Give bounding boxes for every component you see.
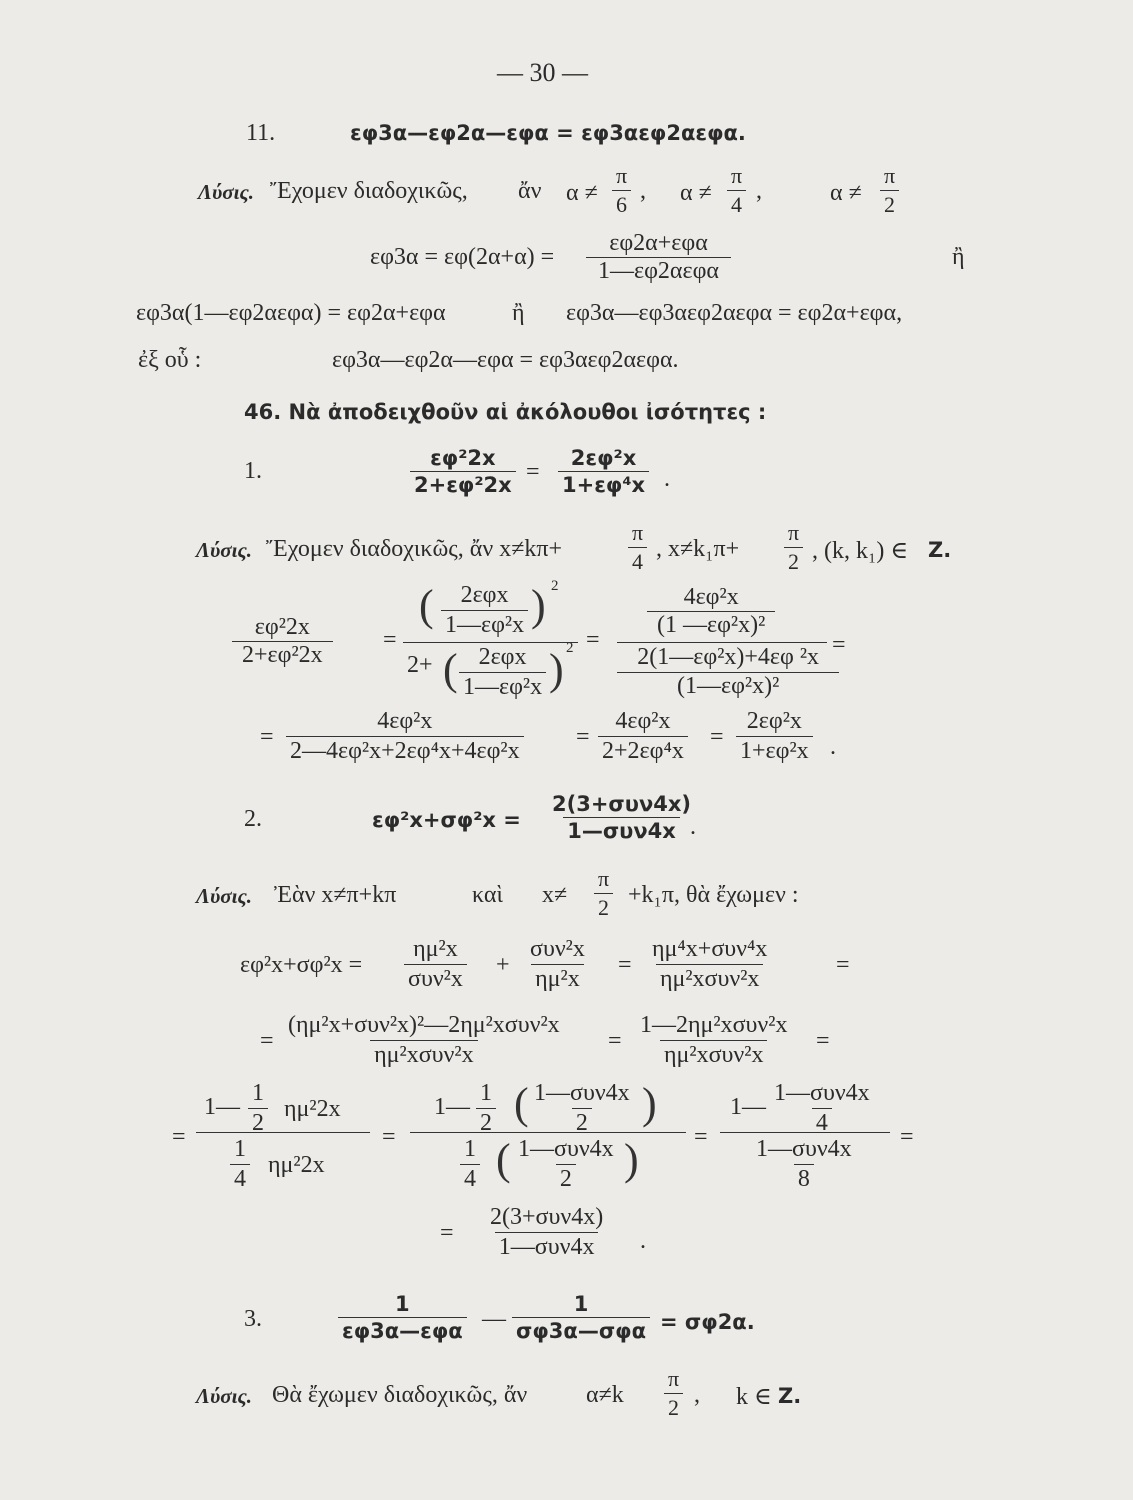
trig-row1-left: εφ²x+σφ²x = (240, 952, 363, 978)
ex-ou: ἐξ οὗ : (138, 347, 202, 373)
comma: , (756, 178, 762, 204)
item1-fraction-left: $\frac{\text{εφ²2x}}{\text{2+εφ²2x}}$ (410, 446, 516, 497)
condition-set: k ∈ (736, 1384, 772, 1410)
item2-left: εφ²x+σφ²x = (372, 808, 521, 832)
quarter: $\frac{1}{4}$ (230, 1136, 250, 1193)
equation-1-left: εφ3α = εφ(2α+α) = (370, 244, 555, 270)
problem-statement: εφ3α—εφ2α—εφα = εφ3αεφ2αεφα. (350, 121, 746, 145)
item-number: 2. (244, 806, 262, 832)
page-number: — 30 — (497, 58, 588, 87)
condition-set: , (k, k₁) ∈ (812, 538, 909, 564)
minus: — (482, 1306, 506, 1332)
condition-text: Θὰ ἔχωμεν διαδοχικῶς, ἄν (272, 1382, 528, 1408)
fraction-row2-a: $\frac{\text{4εφ²x}}{\text{2—4εφ²x+2εφ⁴x+4εφ²x}}$ (286, 708, 524, 765)
solution-label: Λύσις. (196, 884, 253, 908)
word-h: ἢ (512, 300, 525, 326)
fraction-pi-2: $\frac{\pi}{2}$ (880, 163, 899, 218)
item3-right: = σφ2α. (660, 1310, 755, 1334)
result-fraction: 2(3+συν4x) 1—συν4x (490, 1204, 604, 1260)
period: . (690, 814, 696, 840)
inner-fraction: 1—συν4x 2 (518, 1136, 614, 1192)
equals: = (440, 1220, 454, 1246)
equals: = (260, 1028, 274, 1054)
equals: = (618, 952, 632, 978)
comma: , (640, 178, 646, 204)
condition-text: +k₁π, θὰ ἔχωμεν : (628, 882, 799, 908)
two-plus: 2+ (407, 652, 433, 678)
compound-fraction-a (196, 1080, 370, 1190)
item1-fraction-right: $\frac{\text{2εφ²x}}{\text{1+εφ⁴x}}$ (558, 446, 649, 497)
compound-fraction-c (720, 1080, 890, 1190)
upper-fraction: $\frac{\text{4εφ²x}}{\text{(1 —εφ²x)²}}$ (647, 584, 775, 639)
compound-fraction-b: 1— $\frac{1}{2}$ ( 1—συν4x 2 ) $\frac{1}{4}$ ( 1—συν4x 2 ) (410, 1080, 686, 1190)
fraction-row2-c: $\frac{\text{2εφ²x}}{\text{1+εφ²x}}$ (736, 708, 813, 765)
equals: = (526, 459, 540, 485)
equals: = (710, 724, 724, 750)
fraction-pi-2: $\frac{\pi}{2}$ (664, 1366, 683, 1421)
inner-fraction: 1—συν4x 2 (534, 1080, 630, 1136)
fraction-pi-4: $\frac{\pi}{4}$ (727, 163, 746, 218)
problem-number: 11. (246, 120, 276, 146)
inner-fraction: 2εφx 1—εφ²x (441, 582, 528, 639)
equation-2-right: εφ3α—εφ3αεφ2αεφα = εφ2α+εφα, (566, 300, 903, 326)
fraction-pi-2: $\frac{\pi}{2}$ (784, 520, 803, 575)
equals: = (608, 1028, 622, 1054)
condition-alpha: α ≠ (680, 180, 712, 206)
item3-fraction-b: 1 σφ3α—σφα (512, 1292, 650, 1343)
inner-fraction: 1—συν4x 4 (774, 1080, 870, 1136)
item2-fraction: 2(3+συν4x) 1—συν4x (552, 792, 692, 843)
equals: = (260, 724, 274, 750)
solution-label: Λύσις. (198, 180, 255, 204)
period: . (664, 466, 670, 492)
fraction-row2-b: $\frac{\text{4εφ²x}}{\text{2+2εφ⁴x}}$ (598, 708, 688, 765)
equation-2-left: εφ3α(1—εφ2αεφα) = εφ2α+εφα (136, 300, 446, 326)
exponent: 2 (566, 640, 574, 656)
condition-text: Ἔχομεν διαδοχικῶς, ἄν x≠kπ+ (266, 536, 563, 562)
equals: = (832, 632, 846, 658)
fraction-trig-c: ημ⁴x+συν⁴x ημ²xσυν²x (652, 936, 768, 992)
equals: = (694, 1124, 708, 1150)
item-number: 3. (244, 1306, 262, 1332)
equals: = (836, 952, 850, 978)
set-Z: Z. (778, 1384, 802, 1408)
section-heading: 46. Νὰ ἀποδειχθοῦν αἱ ἀκόλουθοι ἰσότητες : (244, 400, 767, 424)
inner-fraction: 2εφx 1—εφ²x (459, 644, 546, 701)
half: $\frac{1}{2}$ (476, 1080, 496, 1137)
equation-3: εφ3α—εφ2α—εφα = εφ3αεφ2αεφα. (332, 347, 679, 373)
condition-alpha: α ≠ (830, 180, 862, 206)
period: . (830, 734, 836, 760)
condition-text: x≠ (542, 882, 568, 908)
condition-alpha: α ≠ (566, 180, 598, 206)
eta-2x: ημ²2x (268, 1152, 325, 1178)
equals: = (586, 627, 600, 653)
item3-fraction-a: 1 εφ3α—εφα (338, 1292, 467, 1343)
fraction-trig-d: (ημ²x+συν²x)²—2ημ²xσυν²x ημ²xσυν²x (288, 1012, 560, 1068)
one-minus: 1— (434, 1094, 470, 1120)
fraction-trig-e: 1—2ημ²xσυν²x ημ²xσυν²x (640, 1012, 788, 1068)
fraction-trig-a: ημ²x συν²x (404, 936, 467, 993)
compound-fraction: ( 2εφx 1—εφ²x ) 2 2+ ( 2εφx 1—εφ²x ) 2 (403, 582, 578, 702)
word-h: ἢ (952, 244, 965, 270)
equals: = (382, 1124, 396, 1150)
equals: = (576, 724, 590, 750)
solution-intro: Ἔχομεν διαδοχικῶς, (270, 178, 468, 204)
exponent: 2 (551, 578, 559, 594)
compound-fraction-right (617, 584, 827, 700)
one-minus: 1— (204, 1094, 240, 1120)
equals: = (816, 1028, 830, 1054)
fraction-pi-2: $\frac{\pi}{2}$ (594, 866, 613, 921)
equals: = (172, 1124, 186, 1150)
eta-2x: ημ²2x (284, 1096, 341, 1122)
word-kai: καὶ (472, 882, 503, 908)
solution-label: Λύσις. (196, 1384, 253, 1408)
condition-text: α≠k (586, 1382, 624, 1408)
comma: , (694, 1382, 700, 1408)
fraction-pi-4: $\frac{\pi}{4}$ (628, 520, 647, 575)
lower-fraction: $\frac{\text{2(1—εφ²x)+4εφ ²x}}{\text{(1—εφ²x)²}}$ (617, 644, 839, 700)
period: . (640, 1228, 646, 1254)
set-Z: Z. (928, 538, 952, 562)
fraction-pi-6: $\frac{\pi}{6}$ (612, 163, 631, 218)
one-minus: 1— (730, 1094, 766, 1120)
inner-fraction: 1—συν4x 8 (756, 1136, 852, 1192)
word-an: ἄν (518, 178, 542, 204)
condition-text: , x≠k₁π+ (656, 536, 740, 562)
quarter: $\frac{1}{4}$ (460, 1136, 480, 1193)
equation-1-fraction: εφ2α+εφα 1—εφ2αεφα (586, 230, 731, 285)
equals: = (383, 627, 397, 653)
fraction-trig-b: συν²x ημ²x (530, 936, 585, 992)
solution-label: Λύσις. (196, 538, 253, 562)
equals: = (900, 1124, 914, 1150)
fraction-eph22x: $\frac{\text{εφ²2x}}{\text{2+εφ²2x}}$ (232, 614, 333, 669)
plus: + (496, 952, 510, 978)
half: $\frac{1}{2}$ (248, 1080, 268, 1137)
condition-text: Ἐὰν x≠π+kπ (274, 882, 397, 908)
item-number: 1. (244, 458, 262, 484)
